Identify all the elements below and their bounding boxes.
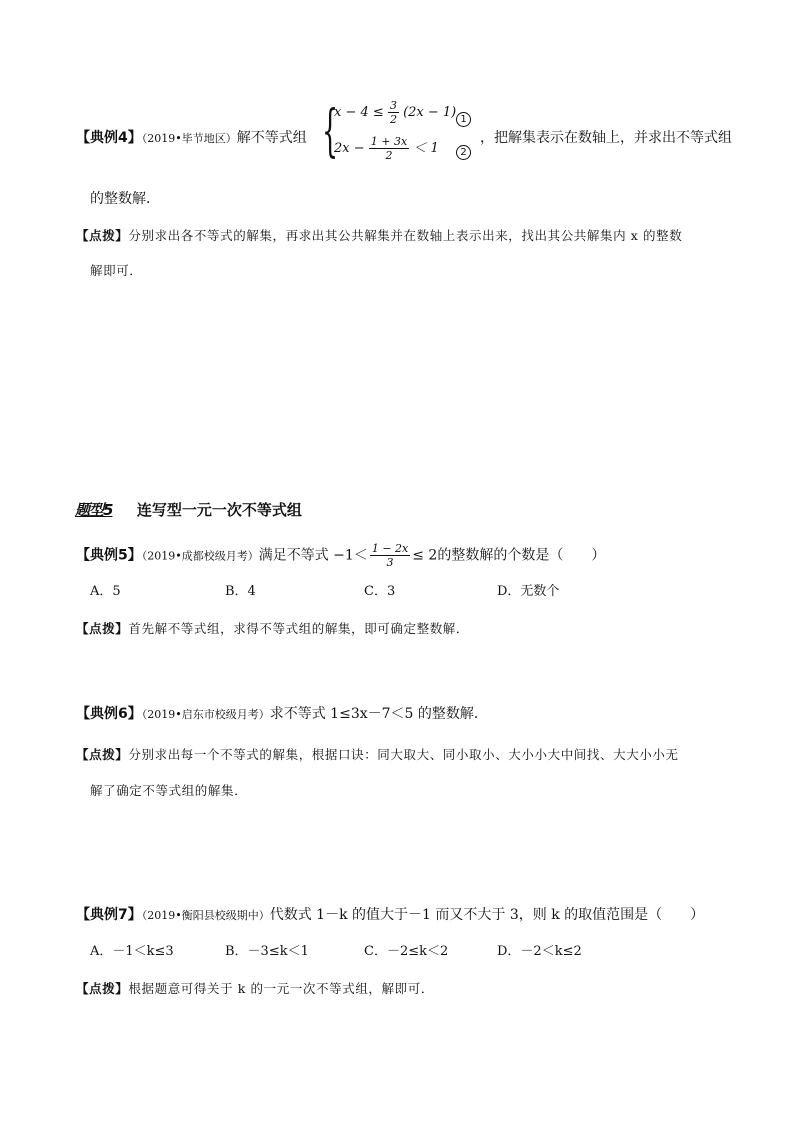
example-5-denominator: 3 [386, 556, 394, 569]
example-6-source: （2019•启东市校级月考） [141, 708, 270, 721]
example-4-hint-line-1: 【点拨】分别求出各不等式的解集，再求出其公共解集并在数轴上表示出来，找出其公共解集内 x 的整数 [76, 228, 683, 243]
circled-1: 1 [456, 110, 471, 127]
inequality-1-right: (2x − 1) [403, 105, 457, 120]
example-7-source: （2019•衡阳县校级期中） [141, 909, 270, 922]
example-5-after: ≤ 2的整数解的个数是（ ） [412, 547, 606, 564]
inequality-1-denominator: 2 [389, 113, 397, 126]
example-7-text: 代数式 1－k 的值大于－1 而又不大于 3，则 k 的取值范围是（ ） [269, 907, 705, 923]
example-5-tag: 【典例5】 [76, 547, 142, 564]
example-7-option-a[interactable]: A．－1＜k≤3 [90, 944, 174, 959]
example-4-heading [76, 127, 307, 147]
inequality-2-left: 2x − [334, 141, 365, 156]
example-6-text: 求不等式 1≤3x－7＜5 的整数解． [269, 706, 488, 722]
example-7-tag: 【典例7】 [76, 907, 142, 923]
example-4-after: ，把解集表示在数轴上，并求出不等式组 [480, 130, 732, 146]
example-7-option-d[interactable]: D．－2＜k≤2 [497, 944, 582, 959]
example-7-heading [76, 904, 704, 924]
inequality-1-left: x − 4 ≤ [334, 105, 384, 120]
example-6-heading [76, 703, 488, 723]
inequality-2-right: ＜ 1 [413, 141, 439, 156]
example-4-continuation: 的整数解． [90, 191, 160, 207]
inequality-1-numerator: 3 [389, 99, 397, 112]
example-5-fraction [370, 543, 410, 568]
circled-2: 2 [456, 143, 471, 160]
inequality-1 [334, 100, 456, 125]
example-5-option-c[interactable]: C．3 [364, 584, 396, 599]
example-6-hint-line-1: 【点拨】分别求出每一个不等式的解集，根据口诀：同大取大、同小取小、大小小大中间找、大大小小无 [76, 747, 679, 762]
inequality-2-denominator: 2 [385, 149, 393, 162]
inequality-2-numerator: 1 + 3x [370, 135, 408, 148]
example-5-option-b[interactable]: B．4 [225, 584, 256, 599]
example-4-prompt: 解不等式组 [236, 130, 307, 146]
example-5-source: （2019•成都校级月考） [141, 549, 259, 563]
section-badge: 题型5 [75, 501, 113, 519]
example-6-hint-line-2: 解了确定不等式组的解集． [90, 783, 248, 798]
example-7-option-c[interactable]: C．－2≤k＜2 [364, 944, 449, 959]
system-brace: { [322, 99, 339, 164]
example-5-heading [76, 543, 605, 568]
example-4-source: （2019•毕节地区） [141, 132, 237, 145]
example-5-hint: 【点拨】首先解不等式组，求得不等式组的解集，即可确定整数解． [76, 621, 470, 636]
example-5-option-d[interactable]: D．无数个 [497, 584, 560, 599]
inequality-1-fraction [388, 100, 399, 125]
example-5-prompt: 满足不等式 −1＜ [258, 547, 368, 564]
inequality-2-fraction [369, 136, 409, 161]
example-6-tag: 【典例6】 [76, 706, 142, 722]
example-4-hint-line-2: 解即可． [90, 263, 143, 278]
example-5-numerator: 1 − 2x [371, 542, 409, 555]
example-4-tag: 【典例4】 [76, 130, 142, 146]
inequality-2 [334, 136, 439, 161]
section-heading [75, 499, 302, 520]
example-5-option-a[interactable]: A．5 [90, 584, 121, 599]
hint-tag: 【点拨】 [76, 228, 129, 243]
section-title: 连写型一元一次不等式组 [136, 501, 302, 519]
example-7-hint: 【点拨】根据题意可得关于 k 的一元一次不等式组，解即可． [76, 981, 434, 996]
example-7-option-b[interactable]: B．－3≤k＜1 [225, 944, 309, 959]
